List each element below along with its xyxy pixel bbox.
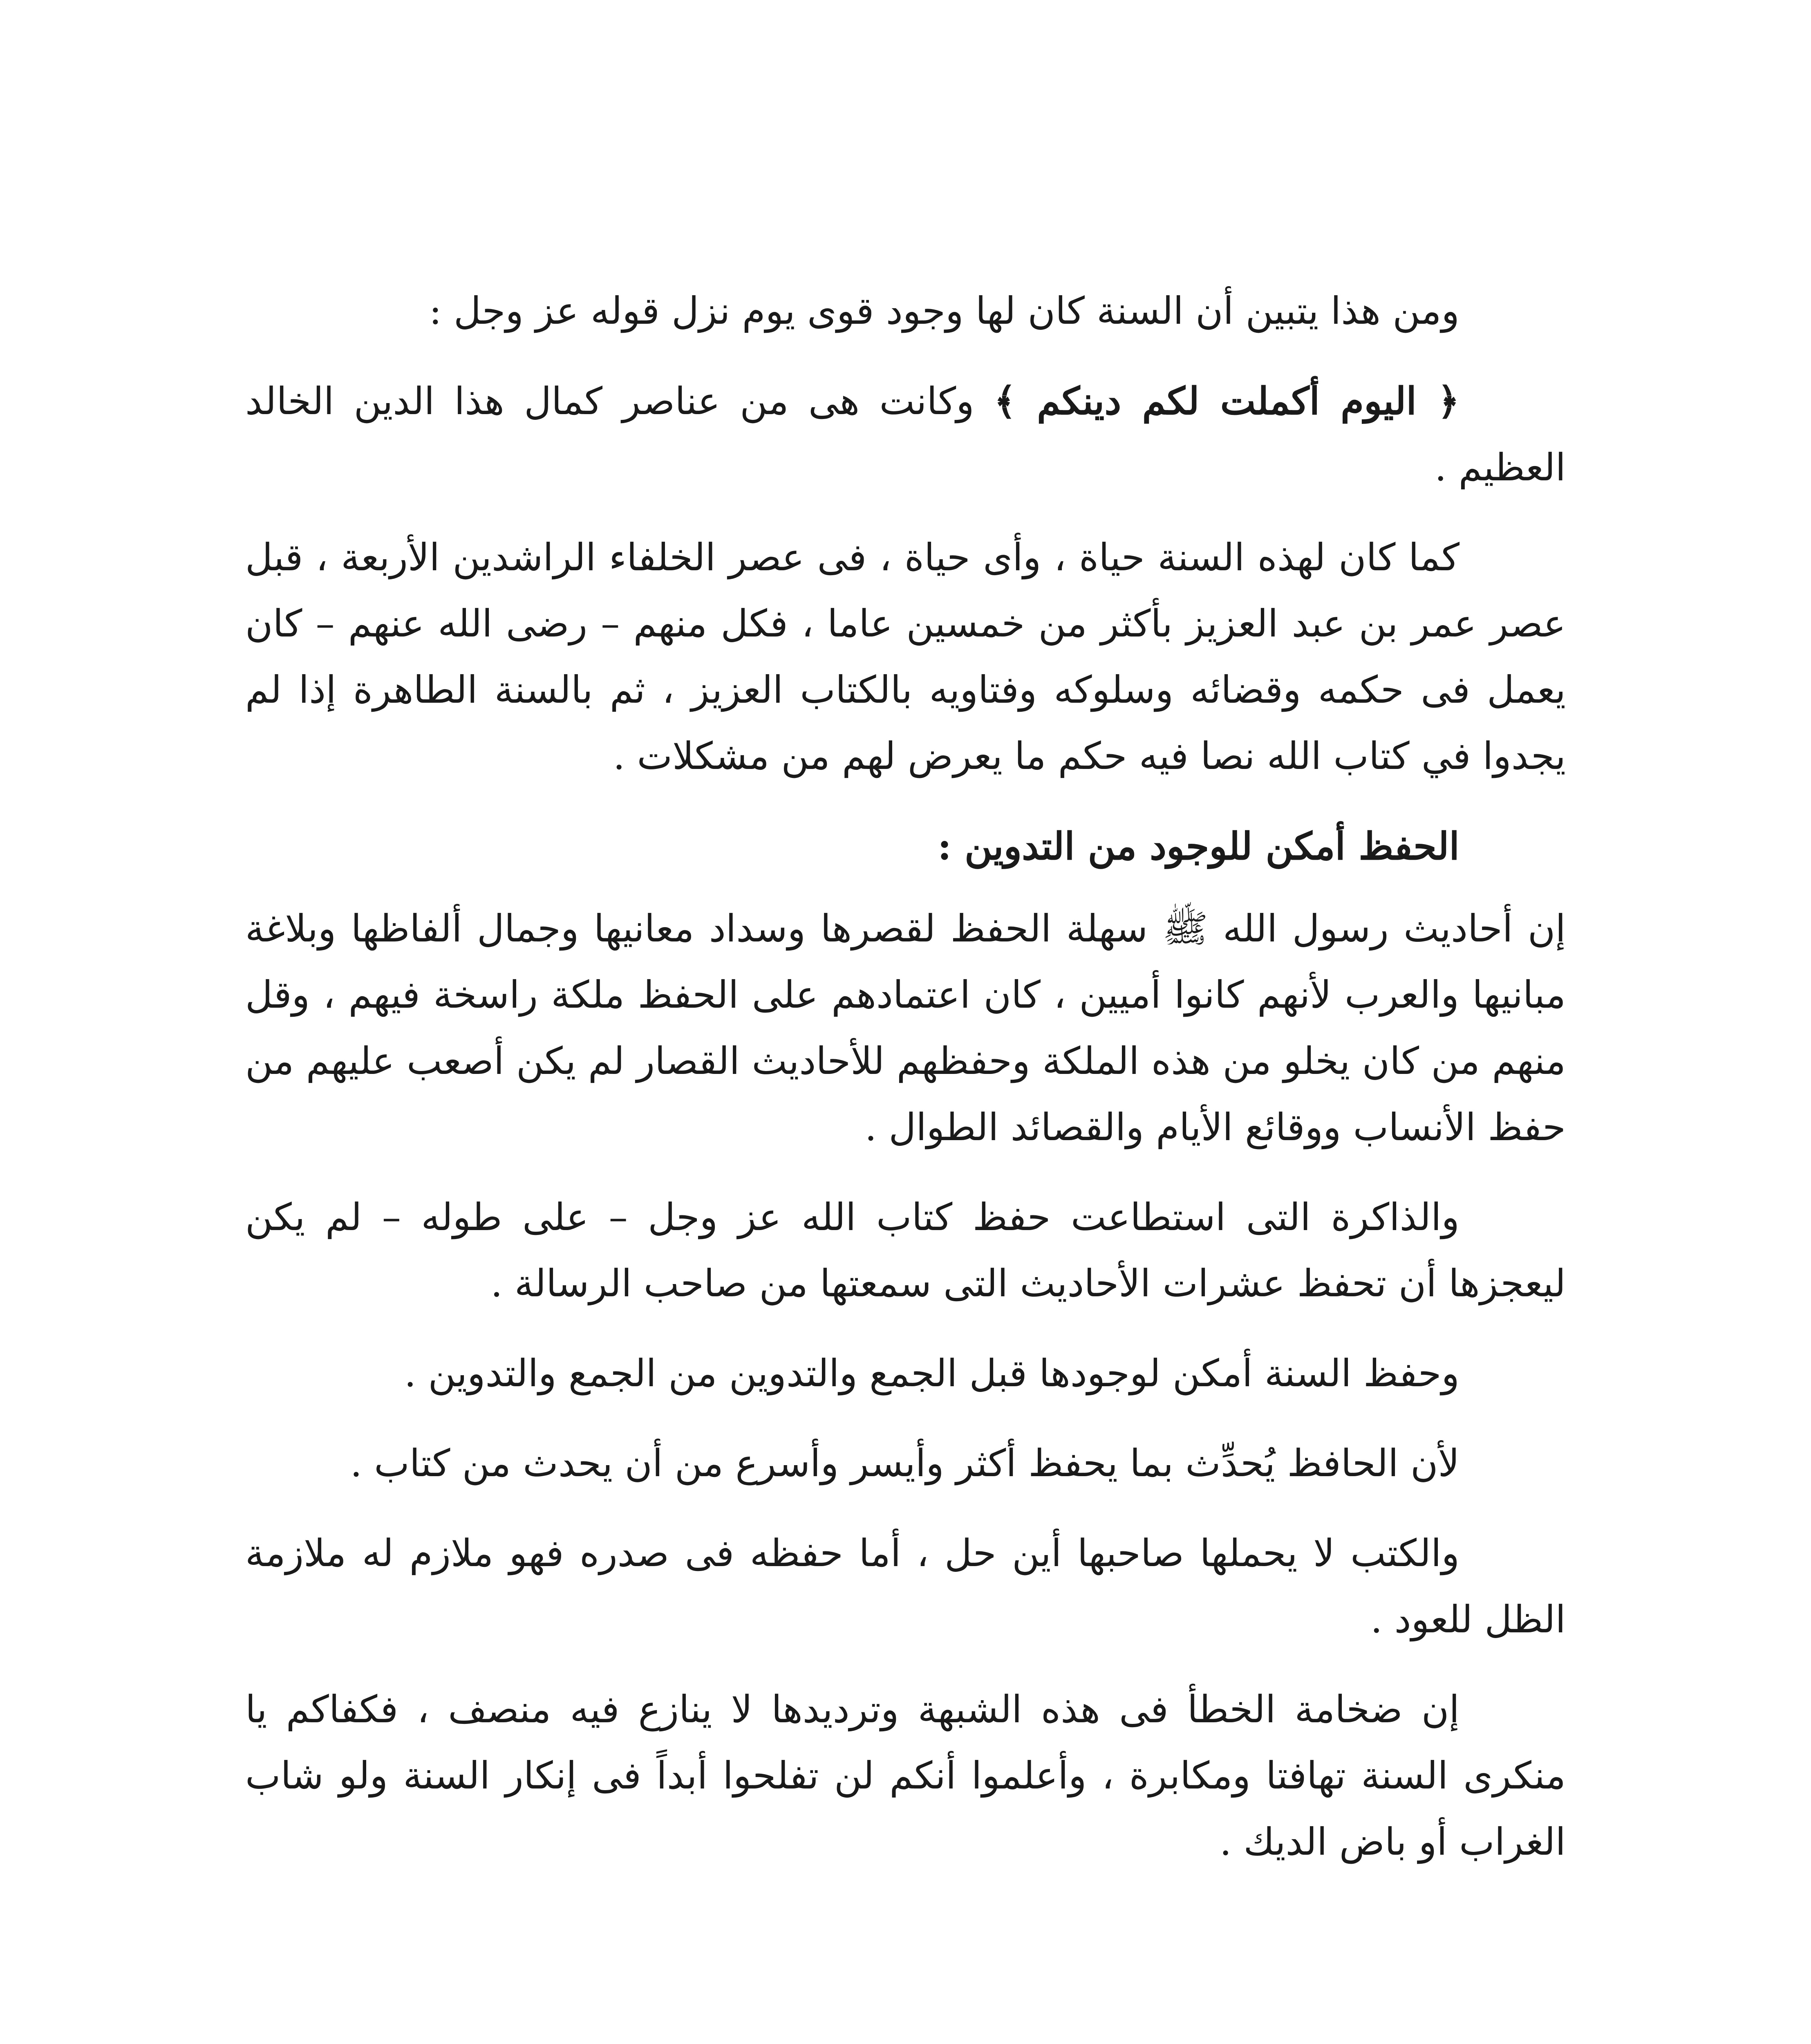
paragraph-narrator: لأن الحافظ يُحدِّث بما يحفظ أكثر وأيسر وأسرع من أن يحدث من كتاب . [350,1441,1460,1485]
paragraph-books: والكتب لا يحملها صاحبها أين حل ، أما حفظه فى صدره فهو ملازم له ملازمة الظل للعود . [245,1531,1566,1641]
paragraph-hadith-memorization: إن أحاديث رسول الله ﷺ سهلة الحفظ لقصرها وسداد معانيها وجمال ألفاظها وبلاغة مبانيها والعرب لأنهم كانوا أميين ، كان اعتمادهم على الحفظ ملكة راسخة فيهم ، وقل منهم من كان يخلو من هذه الملكة وحفظهم للأحاديث القصار لم يكن أصعب عليهم من حفظ الأنساب ووقائع الأيام والقصائد الطوال . [245,907,1566,1149]
section-heading: الحفظ أمكن للوجود من التدوين : [937,824,1460,868]
page-body [245,278,1566,1899]
quran-verse-continuation: وكانت هى من عناصر كمال هذا الدين الخالد العظيم . [245,379,1566,489]
paragraph-conclusion: إن ضخامة الخطأ فى هذه الشبهة وترديدها لا ينازع فيه منصف ، فكفاكم يا منكرى السنة تهافتا ومكابرة ، وأعلموا أنكم لن تفلحوا أبداً فى إنكار السنة ولو شاب الغراب أو باض الديك . [245,1688,1566,1864]
paragraph-memory: والذاكرة التى استطاعت حفظ كتاب الله عز وجل – على طوله – لم يكن ليعجزها أن تحفظ عشرات الأحاديث التى سمعتها من صاحب الرسالة . [245,1195,1566,1305]
paragraph-quran-verse [245,368,1566,501]
paragraph-caliphs: كما كان لهذه السنة حياة ، وأى حياة ، فى عصر الخلفاء الراشدين الأربعة ، قبل عصر عمر بن عبد العزيز بأكثر من خمسين عاما ، فكل منهم – رضى الله عنهم – كان يعمل فى حكمه وقضائه وسلوكه وفتاويه بالكتاب العزيز ، ثم بالسنة الطاهرة إذا لم يجدوا في كتاب الله نصا فيه حكم ما يعرض لهم من مشكلات . [245,536,1566,778]
paragraph-preservation: وحفظ السنة أمكن لوجودها قبل الجمع والتدوين من الجمع والتدوين . [404,1351,1460,1395]
paragraph-intro: ومن هذا يتبين أن السنة كان لها وجود قوى يوم نزل قوله عز وجل : [429,289,1460,333]
quran-verse: ﴿ اليوم أكملت لكم دينكم ﴾ [994,379,1460,423]
